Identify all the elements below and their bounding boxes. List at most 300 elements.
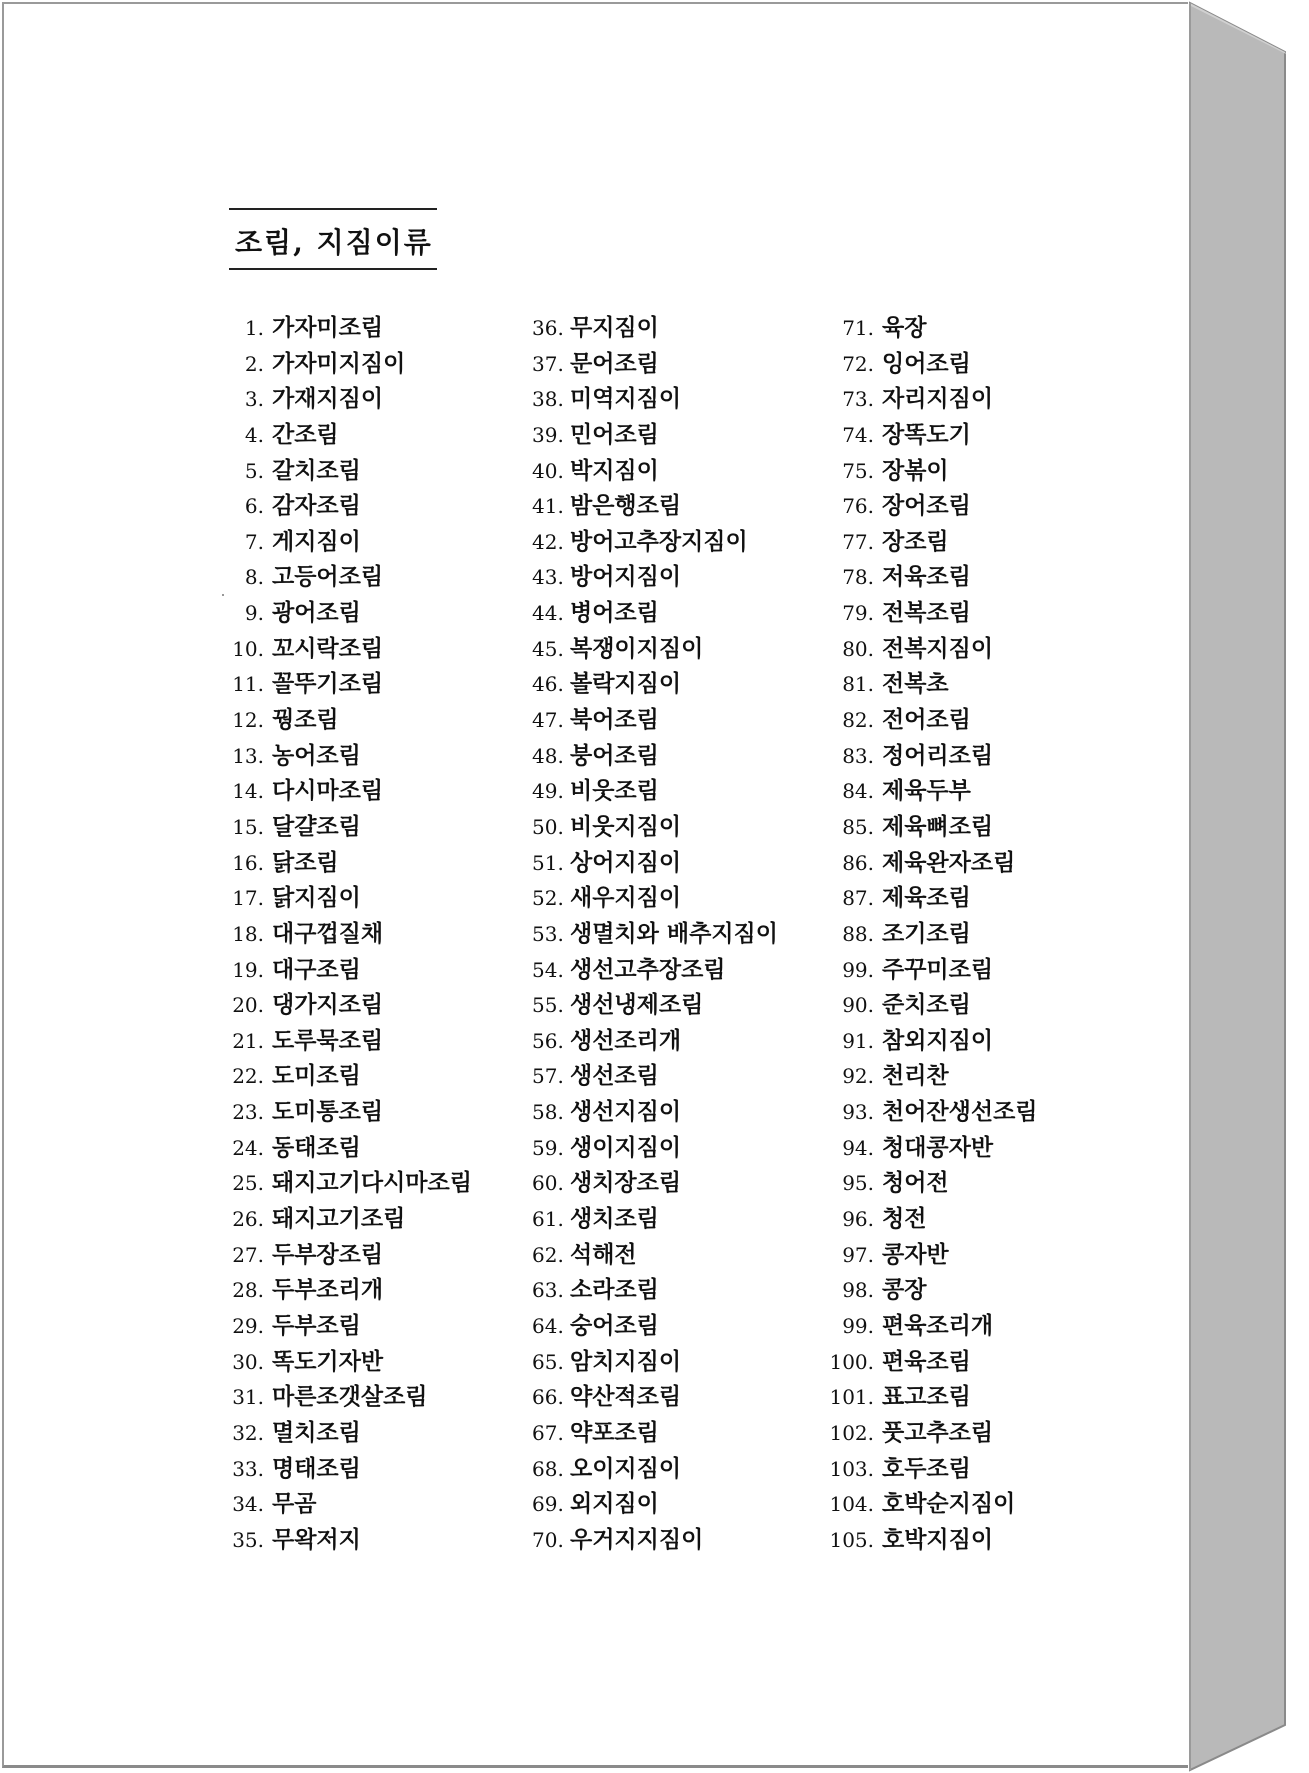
item-name: 닭지짐이 — [272, 884, 361, 912]
list-item — [532, 595, 778, 631]
item-name: 대구조림 — [272, 955, 361, 983]
item-number: 99. — [842, 1313, 874, 1338]
list-item — [532, 1522, 778, 1558]
list-item — [226, 880, 472, 916]
item-number: 54. — [532, 957, 564, 982]
item-name: 가자미지짐이 — [272, 349, 406, 377]
index-column-1 — [226, 310, 472, 1557]
item-name: 두부조림 — [272, 1311, 361, 1339]
list-item — [532, 417, 778, 453]
item-number: 56. — [532, 1028, 564, 1053]
list-item — [826, 488, 1038, 524]
item-name: 약포조림 — [570, 1418, 659, 1446]
item-number: 85. — [842, 814, 874, 839]
item-number: 6. — [244, 494, 264, 519]
list-item — [532, 1094, 778, 1130]
item-name: 가재지짐이 — [272, 385, 384, 413]
item-number: 16. — [232, 850, 264, 875]
item-number: 83. — [842, 743, 874, 768]
list-item — [532, 631, 778, 667]
item-name: 생선지짐이 — [570, 1098, 682, 1126]
item-number: 23. — [232, 1100, 264, 1125]
list-item — [532, 1272, 778, 1308]
item-name: 동태조림 — [272, 1133, 361, 1161]
item-number: 72. — [842, 351, 874, 376]
item-number: 79. — [842, 601, 874, 626]
item-number: 8. — [244, 565, 264, 590]
item-number: 15. — [232, 814, 264, 839]
item-name: 육장 — [882, 314, 927, 341]
list-item — [826, 1237, 1038, 1273]
item-number: 91. — [842, 1028, 874, 1053]
item-name: 오이지짐이 — [570, 1454, 682, 1482]
item-name: 청대콩자반 — [882, 1133, 994, 1161]
list-item — [226, 1451, 472, 1487]
item-number: 65. — [532, 1349, 564, 1374]
item-number: 57. — [532, 1064, 564, 1089]
item-name: 밤은행조림 — [570, 492, 682, 520]
item-number: 44. — [532, 601, 564, 626]
list-item — [532, 666, 778, 702]
item-name: 감자조림 — [272, 492, 361, 520]
list-item — [226, 987, 472, 1023]
item-number: 104. — [829, 1492, 874, 1517]
item-number: 52. — [532, 886, 564, 911]
list-item — [532, 916, 778, 952]
item-number: 62. — [532, 1242, 564, 1267]
list-item — [826, 1451, 1038, 1487]
item-name: 조기조림 — [882, 919, 971, 947]
section-heading-box — [229, 208, 437, 270]
item-number: 3. — [244, 387, 264, 412]
item-number: 77. — [842, 529, 874, 554]
item-name: 천어잔생선조림 — [882, 1098, 1038, 1126]
list-item — [226, 702, 472, 738]
list-item — [826, 1522, 1038, 1558]
list-item — [532, 1308, 778, 1344]
item-number: 19. — [232, 957, 264, 982]
item-number: 13. — [232, 743, 264, 768]
item-number: 84. — [842, 779, 874, 804]
list-item — [532, 987, 778, 1023]
item-name: 다시마조림 — [272, 777, 384, 805]
item-number: 43. — [532, 565, 564, 590]
item-name: 청어전 — [882, 1169, 949, 1197]
item-name: 게지짐이 — [272, 527, 361, 555]
list-item — [826, 1308, 1038, 1344]
item-number: 39. — [532, 422, 564, 447]
item-name: 댕가지조림 — [272, 991, 384, 1019]
list-item — [226, 1094, 472, 1130]
item-name: 생치조림 — [570, 1205, 659, 1233]
item-name: 광어조림 — [272, 599, 361, 627]
list-item — [826, 1486, 1038, 1522]
item-name: 비웃지짐이 — [570, 812, 682, 840]
list-item — [826, 381, 1038, 417]
item-number: 63. — [532, 1278, 564, 1303]
item-name: 꼴뚜기조림 — [272, 670, 384, 698]
item-name: 농어조림 — [272, 741, 361, 769]
item-name: 볼락지짐이 — [570, 670, 682, 698]
index-column-3 — [826, 310, 1038, 1557]
list-item — [532, 1058, 778, 1094]
list-item — [226, 453, 472, 489]
list-item — [826, 1165, 1038, 1201]
item-number: 35. — [232, 1527, 264, 1552]
list-item — [532, 310, 778, 346]
list-item — [226, 1379, 472, 1415]
item-number: 40. — [532, 458, 564, 483]
item-number: 37. — [532, 351, 564, 376]
list-item — [826, 1272, 1038, 1308]
item-name: 생선냉제조림 — [570, 991, 704, 1019]
item-number: 27. — [232, 1242, 264, 1267]
item-name: 잉어조림 — [882, 349, 971, 377]
item-name: 미역지짐이 — [570, 385, 682, 413]
item-number: 105. — [829, 1527, 874, 1552]
item-number: 18. — [232, 921, 264, 946]
item-number: 82. — [842, 708, 874, 733]
item-name: 무지짐이 — [570, 314, 659, 341]
item-number: 28. — [232, 1278, 264, 1303]
item-number: 69. — [532, 1492, 564, 1517]
item-number: 58. — [532, 1100, 564, 1125]
list-item — [826, 666, 1038, 702]
list-item — [226, 1344, 472, 1380]
item-number: 45. — [532, 636, 564, 661]
item-name: 붕어조림 — [570, 741, 659, 769]
item-number: 47. — [532, 708, 564, 733]
item-number: 20. — [232, 993, 264, 1018]
item-name: 고등어조림 — [272, 563, 384, 591]
item-name: 방어지짐이 — [570, 563, 682, 591]
list-item — [532, 1344, 778, 1380]
item-name: 가자미조림 — [272, 314, 384, 341]
list-item — [532, 702, 778, 738]
item-name: 주꾸미조림 — [882, 955, 994, 983]
item-number: 71. — [842, 316, 874, 340]
item-name: 암치지짐이 — [570, 1347, 682, 1375]
list-item — [532, 845, 778, 881]
item-name: 제육조림 — [882, 884, 971, 912]
item-number: 48. — [532, 743, 564, 768]
item-number: 53. — [532, 921, 564, 946]
item-number: 90. — [842, 993, 874, 1018]
item-name: 약산적조림 — [570, 1383, 682, 1411]
item-name: 생선조림 — [570, 1062, 659, 1090]
item-number: 38. — [532, 387, 564, 412]
index-column-2 — [532, 310, 778, 1557]
list-item — [226, 381, 472, 417]
list-item — [532, 1379, 778, 1415]
item-number: 24. — [232, 1135, 264, 1160]
item-name: 호두조림 — [882, 1454, 971, 1482]
list-item — [826, 773, 1038, 809]
item-number: 22. — [232, 1064, 264, 1089]
item-name: 민어조림 — [570, 420, 659, 448]
list-item — [226, 310, 472, 346]
item-name: 풋고추조림 — [882, 1418, 994, 1446]
item-number: 67. — [532, 1420, 564, 1445]
item-number: 2. — [244, 351, 264, 376]
item-name: 석해전 — [570, 1240, 637, 1268]
item-name: 생이지짐이 — [570, 1133, 682, 1161]
item-number: 21. — [232, 1028, 264, 1053]
item-name: 달걀조림 — [272, 812, 361, 840]
item-name: 정어리조림 — [882, 741, 994, 769]
list-item — [826, 1058, 1038, 1094]
list-item — [226, 417, 472, 453]
item-number: 73. — [842, 387, 874, 412]
item-number: 60. — [532, 1171, 564, 1196]
list-item — [826, 1379, 1038, 1415]
list-item — [826, 346, 1038, 382]
list-item — [826, 952, 1038, 988]
item-name: 자리지짐이 — [882, 385, 994, 413]
item-number: 26. — [232, 1207, 264, 1232]
item-number: 7. — [244, 529, 264, 554]
item-number: 97. — [842, 1242, 874, 1267]
list-item — [532, 1486, 778, 1522]
item-name: 콩자반 — [882, 1240, 949, 1268]
list-item — [826, 880, 1038, 916]
item-name: 돼지고기다시마조림 — [272, 1169, 472, 1197]
list-item — [826, 845, 1038, 881]
list-item — [532, 880, 778, 916]
item-number: 74. — [842, 422, 874, 447]
item-number: 1. — [244, 316, 264, 340]
list-item — [226, 1522, 472, 1558]
list-item — [532, 1165, 778, 1201]
item-name: 방어고추장지짐이 — [570, 527, 748, 555]
item-name: 우거지지짐이 — [570, 1525, 704, 1553]
list-item — [226, 559, 472, 595]
list-item — [532, 1201, 778, 1237]
list-item — [226, 595, 472, 631]
item-number: 66. — [532, 1385, 564, 1410]
list-item — [226, 773, 472, 809]
item-name: 생치장조림 — [570, 1169, 682, 1197]
list-item — [826, 987, 1038, 1023]
list-item — [826, 1023, 1038, 1059]
list-item — [226, 1201, 472, 1237]
list-item — [532, 1130, 778, 1166]
list-item — [826, 310, 1038, 346]
item-name: 생멸치와 배추지짐이 — [570, 919, 778, 947]
item-number: 88. — [842, 921, 874, 946]
list-item — [826, 1094, 1038, 1130]
item-name: 제육완자조림 — [882, 848, 1016, 876]
item-number: 100. — [829, 1349, 874, 1374]
list-item — [826, 702, 1038, 738]
item-number: 42. — [532, 529, 564, 554]
item-name: 북어조림 — [570, 706, 659, 734]
list-item — [226, 488, 472, 524]
list-item — [532, 488, 778, 524]
item-name: 무곰 — [272, 1490, 317, 1518]
list-item — [532, 559, 778, 595]
list-item — [826, 453, 1038, 489]
item-number: 102. — [829, 1420, 874, 1445]
item-number: 61. — [532, 1207, 564, 1232]
item-number: 103. — [829, 1456, 874, 1481]
item-number: 101. — [829, 1385, 874, 1410]
section-heading: 조림, 지짐이류 — [235, 226, 433, 259]
list-item — [226, 1237, 472, 1273]
list-item — [826, 1344, 1038, 1380]
item-name: 똑도기자반 — [272, 1347, 384, 1375]
item-name: 닭조림 — [272, 848, 339, 876]
item-name: 대구껍질채 — [272, 919, 384, 947]
item-name: 장조림 — [882, 527, 949, 555]
item-number: 46. — [532, 672, 564, 697]
list-item — [532, 809, 778, 845]
item-number: 12. — [232, 708, 264, 733]
item-name: 외지짐이 — [570, 1490, 659, 1518]
list-item — [226, 1415, 472, 1451]
item-name: 박지짐이 — [570, 456, 659, 484]
list-item — [532, 773, 778, 809]
item-name: 호박지짐이 — [882, 1525, 994, 1553]
item-number: 10. — [232, 636, 264, 661]
item-number: 96. — [842, 1207, 874, 1232]
list-item — [532, 952, 778, 988]
list-item — [226, 666, 472, 702]
item-name: 호박순지짐이 — [882, 1490, 1016, 1518]
item-number: 33. — [232, 1456, 264, 1481]
item-number: 95. — [842, 1171, 874, 1196]
item-number: 51. — [532, 850, 564, 875]
item-number: 94. — [842, 1135, 874, 1160]
list-item — [826, 809, 1038, 845]
item-name: 제육뼈조림 — [882, 812, 994, 840]
list-item — [226, 1272, 472, 1308]
item-name: 꼬시락조림 — [272, 634, 384, 662]
item-name: 갈치조림 — [272, 456, 361, 484]
item-name: 멸치조림 — [272, 1418, 361, 1446]
item-name: 참외지짐이 — [882, 1026, 994, 1054]
item-number: 11. — [232, 672, 264, 697]
item-number: 30. — [232, 1349, 264, 1374]
item-name: 도미통조림 — [272, 1098, 384, 1126]
list-item — [532, 346, 778, 382]
item-number: 32. — [232, 1420, 264, 1445]
item-number: 41. — [532, 494, 564, 519]
item-number: 31. — [232, 1385, 264, 1410]
item-number: 25. — [232, 1171, 264, 1196]
item-number: 14. — [232, 779, 264, 804]
list-item — [226, 916, 472, 952]
item-name: 꿩조림 — [272, 706, 339, 734]
item-name: 마른조갯살조림 — [272, 1383, 428, 1411]
item-name: 전복초 — [882, 670, 949, 698]
list-item — [532, 1451, 778, 1487]
item-name: 전복지짐이 — [882, 634, 994, 662]
list-item — [826, 417, 1038, 453]
list-item — [226, 1023, 472, 1059]
list-item — [826, 595, 1038, 631]
list-item — [532, 453, 778, 489]
item-name: 돼지고기조림 — [272, 1205, 406, 1233]
item-number: 59. — [532, 1135, 564, 1160]
item-number: 17. — [232, 886, 264, 911]
item-number: 70. — [532, 1527, 564, 1552]
item-number: 86. — [842, 850, 874, 875]
list-item — [532, 738, 778, 774]
list-item — [532, 1237, 778, 1273]
list-item — [226, 738, 472, 774]
list-item — [826, 1201, 1038, 1237]
item-name: 간조림 — [272, 420, 339, 448]
item-number: 36. — [532, 316, 564, 340]
list-item — [532, 1023, 778, 1059]
item-name: 제육두부 — [882, 777, 971, 805]
item-name: 장어조림 — [882, 492, 971, 520]
list-item — [226, 845, 472, 881]
list-item — [826, 631, 1038, 667]
item-name: 표고조림 — [882, 1383, 971, 1411]
item-name: 편육조리개 — [882, 1311, 994, 1339]
item-number: 9. — [244, 601, 264, 626]
list-item — [226, 1165, 472, 1201]
item-name: 장볶이 — [882, 456, 949, 484]
item-name: 복쟁이지짐이 — [570, 634, 704, 662]
list-item — [826, 738, 1038, 774]
item-name: 무왁저지 — [272, 1525, 361, 1553]
item-name: 숭어조림 — [570, 1311, 659, 1339]
item-number: 78. — [842, 565, 874, 590]
item-name: 두부장조림 — [272, 1240, 384, 1268]
item-number: 93. — [842, 1100, 874, 1125]
item-number: 99. — [842, 957, 874, 982]
item-name: 도미조림 — [272, 1062, 361, 1090]
item-name: 새우지짐이 — [570, 884, 682, 912]
item-number: 81. — [842, 672, 874, 697]
item-number: 68. — [532, 1456, 564, 1481]
list-item — [226, 952, 472, 988]
list-item — [226, 1130, 472, 1166]
item-number: 75. — [842, 458, 874, 483]
item-name: 명태조림 — [272, 1454, 361, 1482]
item-number: 50. — [532, 814, 564, 839]
list-item — [826, 559, 1038, 595]
item-number: 98. — [842, 1278, 874, 1303]
item-number: 4. — [244, 422, 264, 447]
item-number: 55. — [532, 993, 564, 1018]
list-item — [226, 631, 472, 667]
list-item — [826, 1415, 1038, 1451]
list-item — [532, 524, 778, 560]
list-item — [826, 524, 1038, 560]
list-item — [226, 524, 472, 560]
item-number: 80. — [842, 636, 874, 661]
list-item — [826, 916, 1038, 952]
item-name: 상어지짐이 — [570, 848, 682, 876]
item-name: 장똑도기 — [882, 420, 971, 448]
item-name: 생선고추장조림 — [570, 955, 726, 983]
item-name: 문어조림 — [570, 349, 659, 377]
item-name: 소라조림 — [570, 1276, 659, 1304]
item-number: 76. — [842, 494, 874, 519]
item-name: 생선조리개 — [570, 1026, 682, 1054]
item-name: 비웃조림 — [570, 777, 659, 805]
item-number: 87. — [842, 886, 874, 911]
list-item — [826, 1130, 1038, 1166]
item-number: 34. — [232, 1492, 264, 1517]
item-name: 준치조림 — [882, 991, 971, 1019]
item-number: 29. — [232, 1313, 264, 1338]
item-name: 전어조림 — [882, 706, 971, 734]
